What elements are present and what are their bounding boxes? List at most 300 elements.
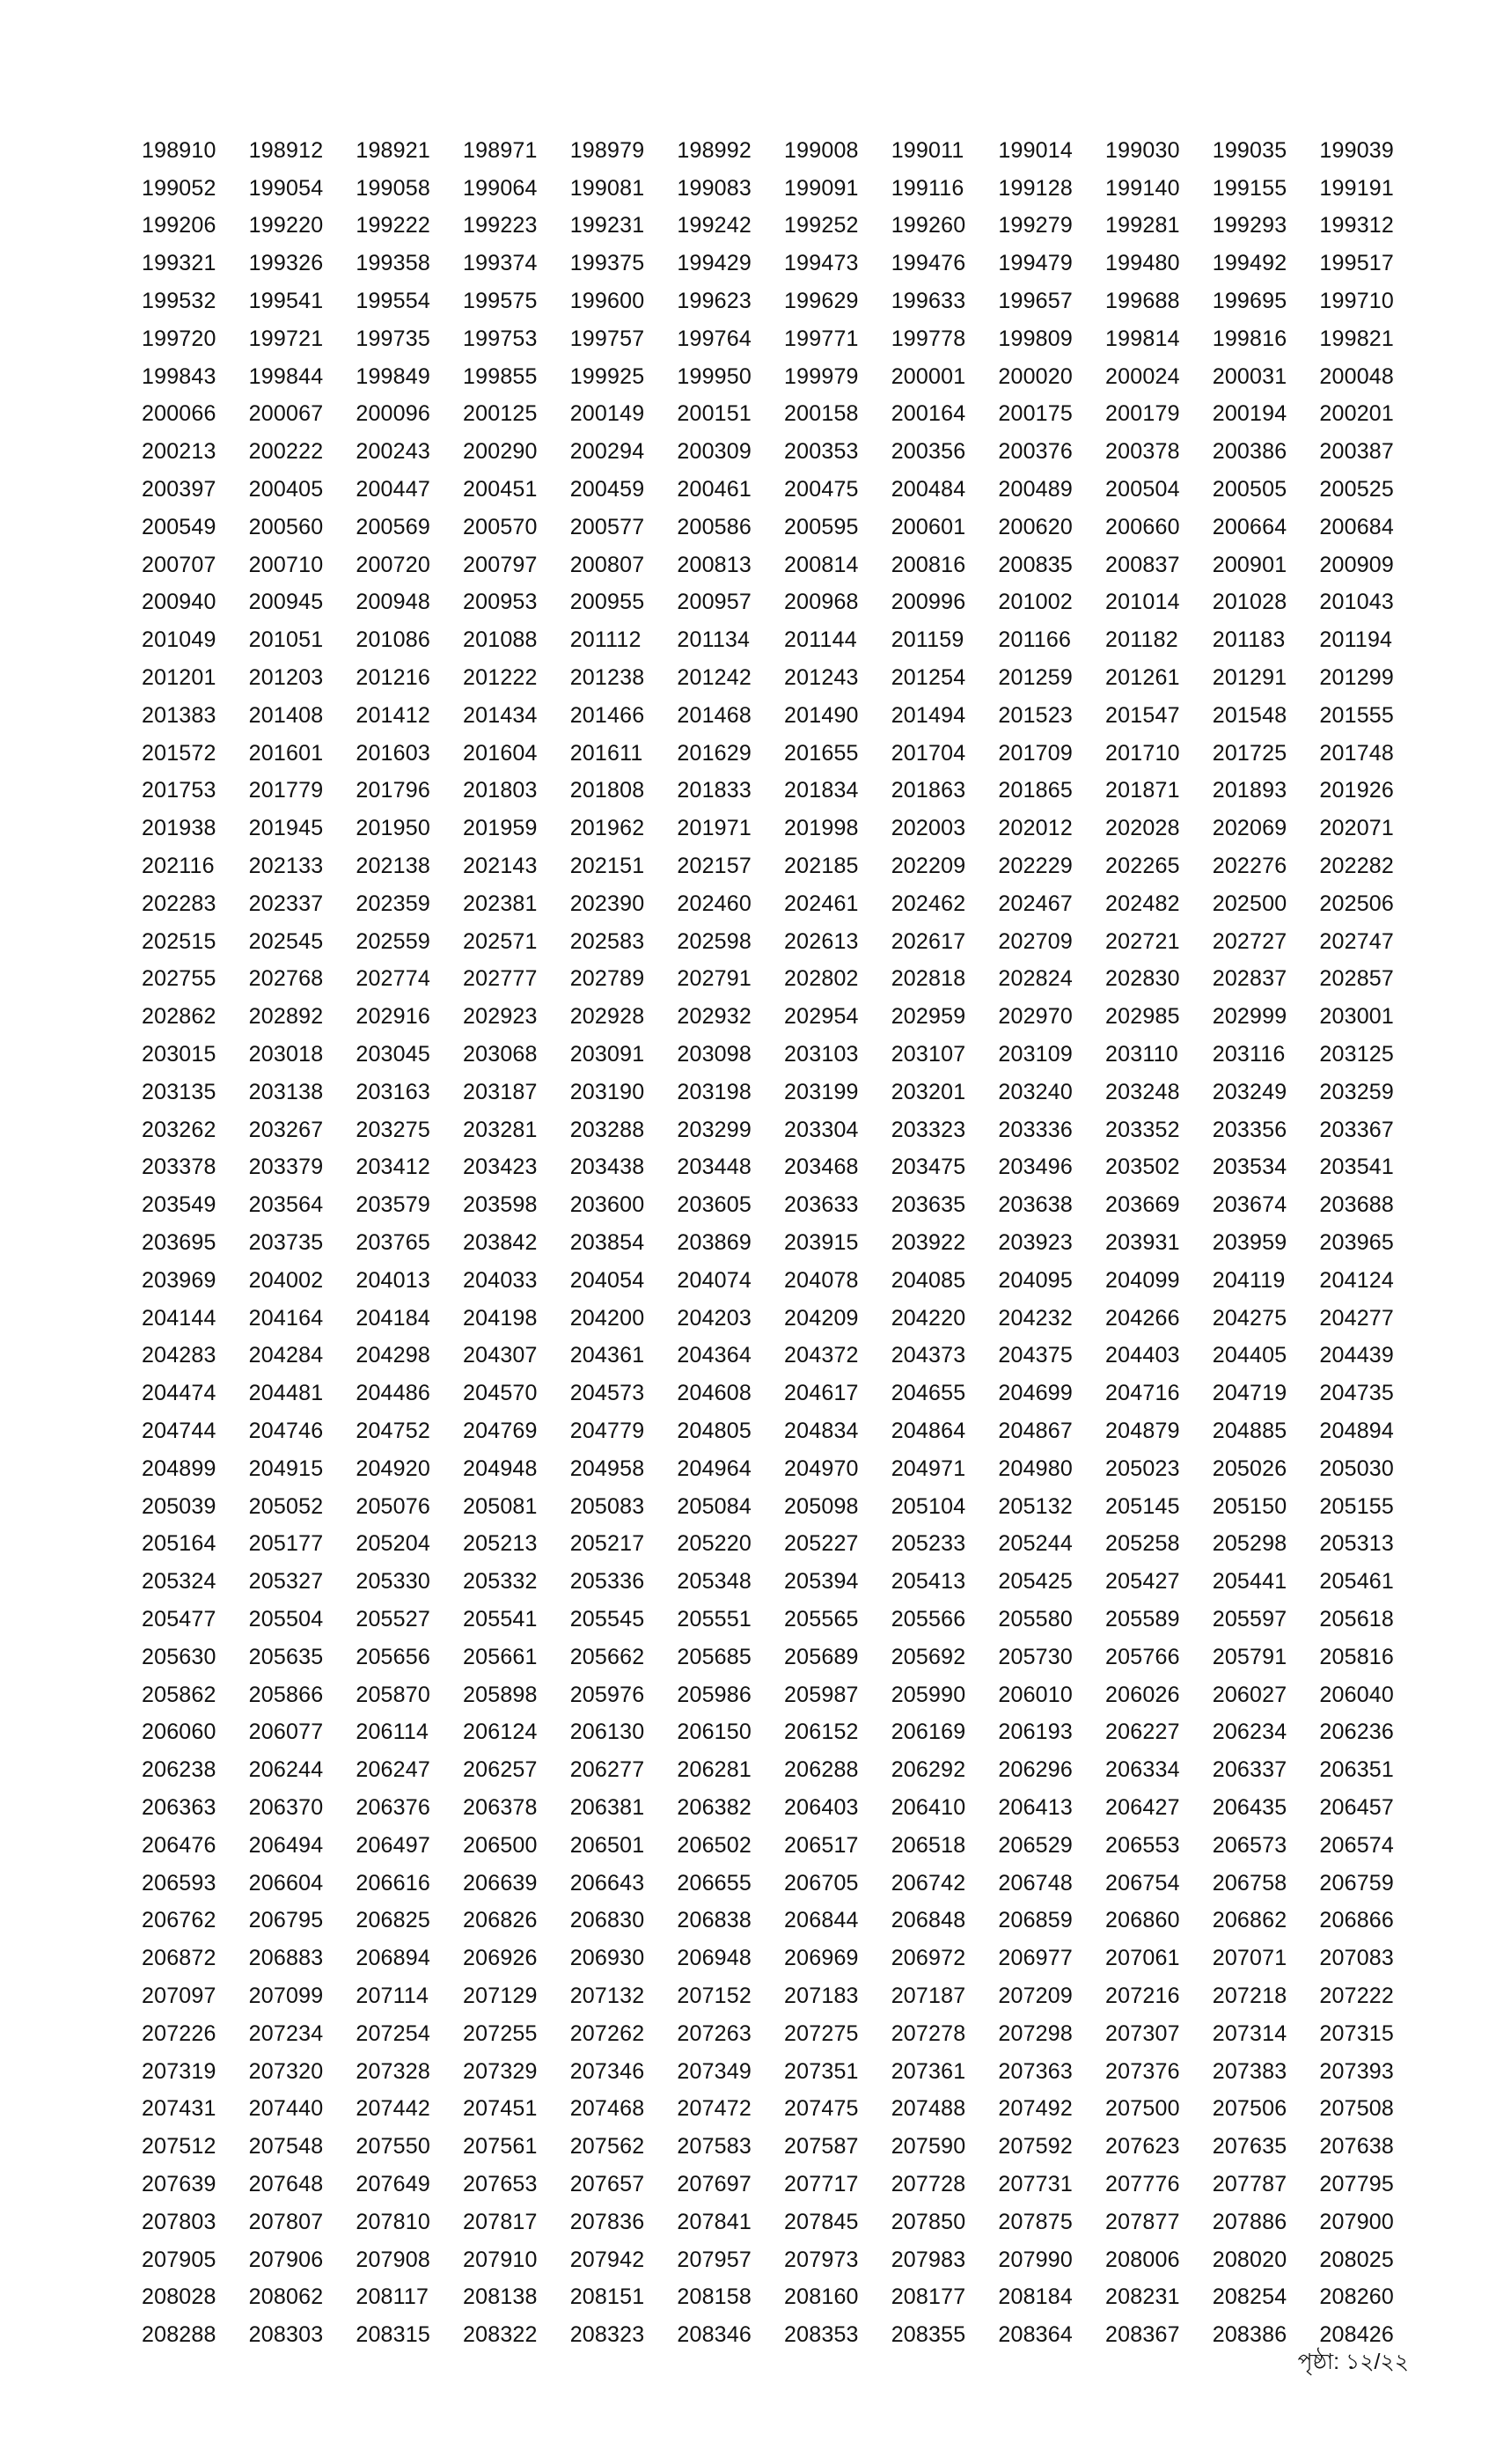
roll-number-cell: 200475: [784, 477, 859, 502]
roll-number-cell: 203352: [1105, 1117, 1180, 1142]
roll-number-cell: 201710: [1105, 740, 1180, 766]
roll-number-cell: 199720: [142, 326, 216, 351]
roll-number-cell: 201049: [142, 627, 216, 653]
roll-number-cell: 203015: [142, 1042, 216, 1067]
roll-number-cell: 201803: [463, 778, 538, 803]
roll-number-cell: 199541: [248, 289, 324, 314]
roll-number-cell: 202777: [463, 966, 538, 992]
roll-number-cell: 199058: [356, 175, 430, 201]
roll-number-cell: 200175: [998, 401, 1073, 427]
roll-number-cell: 200447: [356, 477, 430, 502]
roll-number-cell: 206883: [248, 1946, 324, 1971]
roll-number-cell: 208062: [248, 2284, 324, 2310]
roll-number-cell: 207886: [1212, 2209, 1287, 2234]
roll-number-cell: 200816: [891, 552, 966, 577]
grid-row: [142, 396, 1426, 434]
roll-number-cell: 200151: [677, 401, 752, 427]
roll-number-cell: 205394: [784, 1569, 859, 1595]
roll-number-cell: 206337: [1212, 1757, 1287, 1783]
grid-row: [142, 1977, 1426, 2015]
roll-number-cell: 206257: [463, 1757, 538, 1783]
roll-number-cell: 202012: [998, 816, 1073, 841]
roll-number-cell: 200577: [569, 514, 645, 539]
roll-number-cell: 204232: [998, 1305, 1073, 1331]
roll-number-cell: 202157: [677, 854, 752, 879]
roll-number-cell: 202999: [1212, 1004, 1287, 1030]
roll-number-cell: 204980: [998, 1456, 1073, 1481]
roll-number-cell: 205104: [891, 1493, 966, 1519]
roll-number-cell: 201547: [1105, 702, 1180, 728]
roll-number-cell: 205862: [142, 1682, 216, 1707]
roll-number-cell: 207973: [784, 2247, 859, 2272]
roll-number-cell: 204099: [1105, 1267, 1180, 1293]
roll-number-cell: 205313: [1319, 1531, 1395, 1557]
roll-number-cell: 201254: [891, 665, 966, 691]
roll-number-cell: 206288: [784, 1757, 859, 1783]
roll-number-cell: 204405: [1212, 1343, 1287, 1368]
roll-number-cell: 201222: [463, 665, 538, 691]
roll-number-cell: 204164: [248, 1305, 324, 1331]
roll-number-cell: 204266: [1105, 1305, 1180, 1331]
roll-number-cell: 201945: [248, 816, 324, 841]
roll-number-cell: 199223: [463, 213, 538, 238]
roll-number-cell: 203598: [463, 1192, 538, 1218]
roll-number-cell: 205730: [998, 1644, 1073, 1669]
roll-number-cell: 205244: [998, 1531, 1073, 1557]
roll-number-cell: 199429: [677, 251, 752, 276]
roll-number-cell: 202381: [463, 891, 538, 916]
roll-number-cell: 199375: [569, 251, 645, 276]
roll-number-cell: 202747: [1319, 928, 1395, 954]
roll-number-cell: 202337: [248, 891, 324, 916]
roll-number-cell: 200664: [1212, 514, 1287, 539]
roll-number-cell: 203045: [356, 1042, 430, 1067]
roll-number-cell: 200957: [677, 590, 752, 615]
roll-number-cell: 199575: [463, 289, 538, 314]
roll-number-cell: 205076: [356, 1493, 430, 1519]
roll-number-cell: 206859: [998, 1908, 1073, 1933]
roll-number-cell: 201725: [1212, 740, 1287, 766]
roll-number-cell: 199473: [784, 251, 859, 276]
roll-number-cell: 202003: [891, 816, 966, 841]
roll-number-cell: 206759: [1319, 1870, 1395, 1896]
roll-number-cell: 207990: [998, 2247, 1073, 2272]
roll-number-cell: 201604: [463, 740, 538, 766]
roll-number-cell: 200048: [1319, 363, 1395, 389]
roll-number-cell: 207875: [998, 2209, 1073, 2234]
roll-number-cell: 202143: [463, 854, 538, 879]
roll-number-cell: 203275: [356, 1117, 430, 1142]
roll-number-cell: 200707: [142, 552, 216, 577]
roll-number-cell: 202916: [356, 1004, 430, 1030]
roll-number-cell: 200164: [891, 401, 966, 427]
roll-number-cell: 201611: [569, 740, 643, 766]
roll-number-cell: 199778: [891, 326, 966, 351]
roll-number-cell: 201243: [784, 665, 859, 691]
roll-number-cell: 199532: [142, 289, 216, 314]
roll-number-cell: 201572: [142, 740, 216, 766]
roll-number-cell: 207583: [677, 2134, 752, 2160]
roll-number-cell: 201555: [1319, 702, 1395, 728]
roll-number-cell: 199688: [1105, 289, 1180, 314]
roll-number-cell: 206742: [891, 1870, 966, 1896]
roll-number-cell: 200243: [356, 439, 430, 465]
roll-number-cell: 207623: [1105, 2134, 1180, 2160]
roll-number-cell: 199814: [1105, 326, 1180, 351]
roll-number-cell: 206114: [356, 1720, 429, 1745]
roll-number-cell: 205541: [463, 1606, 538, 1632]
roll-number-cell: 199554: [356, 289, 430, 314]
roll-number-cell: 201779: [248, 778, 324, 803]
roll-number-cell: 207587: [784, 2134, 859, 2160]
roll-number-cell: 205461: [1319, 1569, 1395, 1595]
roll-number-cell: 205597: [1212, 1606, 1287, 1632]
roll-number-cell: 203423: [463, 1155, 538, 1180]
roll-number-cell: 205692: [891, 1644, 966, 1669]
roll-number-cell: 199030: [1105, 137, 1180, 163]
roll-number-cell: 199293: [1212, 213, 1287, 238]
grid-row: [142, 1338, 1426, 1375]
roll-number-cell: 200158: [784, 401, 859, 427]
roll-number-cell: 202209: [891, 854, 966, 879]
roll-number-cell: 206517: [784, 1832, 859, 1858]
roll-number-cell: 203688: [1319, 1192, 1395, 1218]
roll-number-cell: 206574: [1319, 1832, 1395, 1858]
roll-number-cell: 199128: [998, 175, 1073, 201]
roll-number-cell: 204920: [356, 1456, 430, 1481]
roll-number-cell: 208117: [356, 2284, 429, 2310]
roll-number-cell: 203605: [677, 1192, 752, 1218]
grid-row: [142, 1940, 1426, 1977]
roll-number-cell: 199281: [1105, 213, 1180, 238]
roll-number-cell: 201002: [998, 590, 1073, 615]
roll-number-cell: 202500: [1212, 891, 1287, 916]
roll-number-cell: 200067: [248, 401, 324, 427]
roll-number-cell: 207320: [248, 2058, 324, 2084]
roll-number-cell: 206247: [356, 1757, 430, 1783]
roll-number-cell: 204864: [891, 1418, 966, 1443]
roll-number-cell: 206604: [248, 1870, 324, 1896]
roll-number-cell: 208138: [463, 2284, 538, 2310]
grid-row: [142, 2090, 1426, 2128]
grid-row: [142, 245, 1426, 282]
roll-number-cell: 200459: [569, 477, 645, 502]
roll-number-cell: 203600: [569, 1192, 645, 1218]
roll-number-cell: 207187: [891, 1983, 966, 2008]
roll-number-cell: 207234: [248, 2020, 324, 2046]
roll-number-cell: 203135: [142, 1079, 216, 1104]
roll-number-cell: 204752: [356, 1418, 430, 1443]
roll-number-cell: 201291: [1212, 665, 1287, 691]
roll-number-cell: 206281: [677, 1757, 752, 1783]
roll-number-cell: 199816: [1212, 326, 1287, 351]
roll-number-cell: 203496: [998, 1155, 1073, 1180]
roll-number-cell: 207506: [1212, 2096, 1287, 2122]
roll-number-cell: 206758: [1212, 1870, 1287, 1896]
roll-number-cell: 204879: [1105, 1418, 1180, 1443]
roll-number-cell: 207795: [1319, 2171, 1395, 2196]
roll-number-cell: 207440: [248, 2096, 324, 2122]
roll-number-cell: 199950: [677, 363, 752, 389]
roll-number-cell: 202116: [142, 854, 215, 879]
roll-number-cell: 202071: [1319, 816, 1395, 841]
roll-number-cell: 205155: [1319, 1493, 1395, 1519]
grid-row: [142, 659, 1426, 697]
roll-number-cell: 201238: [569, 665, 645, 691]
roll-number-cell: 206150: [677, 1720, 752, 1745]
roll-number-cell: 201412: [356, 702, 430, 728]
grid-row: [142, 621, 1426, 659]
roll-number-cell: 202617: [891, 928, 966, 954]
roll-number-cell: 200945: [248, 590, 324, 615]
roll-number-cell: 203248: [1105, 1079, 1180, 1104]
roll-number-cell: 200955: [569, 590, 645, 615]
roll-number-cell: 203336: [998, 1117, 1073, 1142]
roll-number-cell: 203915: [784, 1230, 859, 1255]
roll-number-cell: 208151: [569, 2284, 645, 2310]
roll-number-cell: 206457: [1319, 1794, 1395, 1820]
roll-number-cell: 204200: [569, 1305, 645, 1331]
roll-number-cell: 201166: [998, 627, 1072, 653]
roll-number-cell: 202721: [1105, 928, 1180, 954]
roll-number-cell: 205866: [248, 1682, 324, 1707]
roll-number-cell: 200066: [142, 401, 216, 427]
grid-row: [142, 546, 1426, 584]
roll-number-cell: 199735: [356, 326, 430, 351]
roll-number-cell: 203923: [998, 1230, 1073, 1255]
roll-number-cell: 199260: [891, 213, 966, 238]
roll-number-cell: 201871: [1105, 778, 1180, 803]
roll-number-cell: 207983: [891, 2247, 966, 2272]
roll-number-cell: 203412: [356, 1155, 430, 1180]
roll-number-cell: 205220: [677, 1531, 752, 1557]
roll-number-cell: 205551: [677, 1606, 752, 1632]
roll-number-cell: 198912: [248, 137, 324, 163]
roll-number-cell: 201112: [569, 627, 642, 653]
roll-number-cell: 206476: [142, 1832, 216, 1858]
roll-number-cell: 199312: [1319, 213, 1395, 238]
roll-number-cell: 202462: [891, 891, 966, 916]
roll-number-cell: 200222: [248, 439, 324, 465]
roll-number-cell: 203931: [1105, 1230, 1180, 1255]
roll-number-cell: 205336: [569, 1569, 645, 1595]
roll-number-cell: 207222: [1319, 1983, 1395, 2008]
roll-number-cell: 203098: [677, 1042, 752, 1067]
roll-number-cell: 204298: [356, 1343, 430, 1368]
roll-number-cell: 203854: [569, 1230, 645, 1255]
roll-number-cell: 199064: [463, 175, 538, 201]
roll-number-cell: 199252: [784, 213, 859, 238]
roll-number-cell: 201259: [998, 665, 1073, 691]
roll-number-cell: 201629: [677, 740, 752, 766]
roll-number-cell: 205164: [142, 1531, 216, 1557]
roll-number-cell: 206124: [463, 1720, 538, 1745]
roll-number-cell: 204277: [1319, 1305, 1395, 1331]
roll-number-cell: 206435: [1212, 1794, 1287, 1820]
grid-row: [142, 961, 1426, 999]
roll-number-cell: 207099: [248, 1983, 324, 2008]
roll-number-cell: 202460: [677, 891, 752, 916]
roll-number-cell: 202028: [1105, 816, 1180, 841]
roll-number-cell: 201709: [998, 740, 1073, 766]
roll-number-cell: 205425: [998, 1569, 1073, 1595]
roll-number-cell: 207328: [356, 2058, 430, 2084]
roll-number-cell: 202133: [248, 854, 324, 879]
roll-number-cell: 207810: [356, 2209, 430, 2234]
roll-number-cell: 203635: [891, 1192, 966, 1218]
roll-number-cell: 207298: [998, 2020, 1073, 2046]
roll-number-cell: 207278: [891, 2020, 966, 2046]
roll-number-cell: 200290: [463, 439, 538, 465]
roll-number-cell: 206860: [1105, 1908, 1180, 1933]
roll-number-cell: 204284: [248, 1343, 324, 1368]
roll-number-cell: 206244: [248, 1757, 324, 1783]
roll-number-cell: 207957: [677, 2247, 752, 2272]
roll-number-cell: 204085: [891, 1267, 966, 1293]
roll-number-cell: 201051: [248, 627, 324, 653]
roll-number-cell: 206296: [998, 1757, 1073, 1783]
roll-number-cell: 203281: [463, 1117, 538, 1142]
grid-row: [142, 1262, 1426, 1300]
roll-number-cell: 200405: [248, 477, 324, 502]
roll-number-cell: 206830: [569, 1908, 645, 1933]
roll-number-cell: 204915: [248, 1456, 324, 1481]
roll-number-cell: 205298: [1212, 1531, 1287, 1557]
roll-number-cell: 208386: [1212, 2322, 1287, 2348]
roll-number-cell: 202229: [998, 854, 1073, 879]
roll-number-cell: 201159: [891, 627, 964, 653]
roll-number-cell: 206894: [356, 1946, 430, 1971]
roll-number-cell: 203356: [1212, 1117, 1287, 1142]
roll-number-cell: 208346: [677, 2322, 752, 2348]
roll-number-cell: 207183: [784, 1983, 859, 2008]
roll-number-cell: 206130: [569, 1720, 645, 1745]
roll-number-cell: 205324: [142, 1569, 216, 1595]
roll-number-cell: 204373: [891, 1343, 966, 1368]
roll-number-cell: 206351: [1319, 1757, 1395, 1783]
roll-number-cell: 205635: [248, 1644, 324, 1669]
roll-number-cell: 203107: [891, 1042, 966, 1067]
roll-number-cell: 208158: [677, 2284, 752, 2310]
roll-number-cell: 204074: [677, 1267, 752, 1293]
roll-number-cell: 207152: [677, 1983, 752, 2008]
roll-number-cell: 206227: [1105, 1720, 1180, 1745]
grid-row: [142, 1563, 1426, 1601]
roll-number-cell: 199809: [998, 326, 1073, 351]
roll-number-cell: 200968: [784, 590, 859, 615]
grid-row: [142, 282, 1426, 320]
roll-number-cell: 204095: [998, 1267, 1073, 1293]
roll-number-cell: 200525: [1319, 477, 1395, 502]
roll-number-cell: 204220: [891, 1305, 966, 1331]
roll-number-cell: 207787: [1212, 2171, 1287, 2196]
roll-number-cell: 207836: [569, 2209, 645, 2234]
roll-number-cell: 207083: [1319, 1946, 1395, 1971]
roll-number-cell: 204719: [1212, 1381, 1287, 1406]
roll-number-cell: 206193: [998, 1720, 1073, 1745]
roll-number-cell: 205477: [142, 1606, 216, 1632]
roll-number-cell: 200020: [998, 363, 1073, 389]
grid-row: [142, 923, 1426, 961]
roll-number-cell: 204203: [677, 1305, 752, 1331]
roll-number-cell: 200814: [784, 552, 859, 577]
roll-number-cell: 207648: [248, 2171, 324, 2196]
roll-number-cell: 206825: [356, 1908, 430, 1933]
grid-row: [142, 1789, 1426, 1827]
roll-number-cell: 206848: [891, 1908, 966, 1933]
roll-number-cell: 200356: [891, 439, 966, 465]
roll-number-cell: 200024: [1105, 363, 1180, 389]
roll-number-cell: 204078: [784, 1267, 859, 1293]
roll-number-cell: 205685: [677, 1644, 752, 1669]
roll-number-cell: 208025: [1319, 2247, 1395, 2272]
roll-number-cell: 203633: [784, 1192, 859, 1218]
roll-number-cell: 205689: [784, 1644, 859, 1669]
roll-number-cell: 201086: [356, 627, 430, 653]
roll-number-cell: 204699: [998, 1381, 1073, 1406]
roll-number-cell: 204364: [677, 1343, 752, 1368]
roll-number-cell: 201748: [1319, 740, 1395, 766]
roll-number-cell: 203695: [142, 1230, 216, 1255]
roll-number-cell: 200996: [891, 590, 966, 615]
roll-number-cell: 206655: [677, 1870, 752, 1896]
roll-number-cell: 200353: [784, 439, 859, 465]
roll-number-cell: 199039: [1319, 137, 1395, 163]
roll-number-cell: 207900: [1319, 2209, 1395, 2234]
roll-number-cell: 207817: [463, 2209, 538, 2234]
roll-number-cell: 201548: [1212, 702, 1287, 728]
roll-number-cell: 205084: [677, 1493, 752, 1519]
roll-number-cell: 207908: [356, 2247, 430, 2272]
roll-number-cell: 198992: [677, 137, 752, 163]
roll-number-cell: 208260: [1319, 2284, 1395, 2310]
roll-number-cell: 203541: [1319, 1155, 1395, 1180]
roll-number-cell: 203965: [1319, 1230, 1395, 1255]
roll-number-cell: 208177: [891, 2284, 966, 2310]
roll-number-cell: 207315: [1319, 2020, 1395, 2046]
roll-number-cell: 202802: [784, 966, 859, 992]
roll-number-cell: 207307: [1105, 2020, 1180, 2046]
roll-number-cell: 203969: [142, 1267, 216, 1293]
roll-number-cell: 199849: [356, 363, 430, 389]
roll-number-cell: 203001: [1319, 1004, 1395, 1030]
roll-number-cell: 203299: [677, 1117, 752, 1142]
roll-number-cell: 205330: [356, 1569, 430, 1595]
roll-number-cell: 207776: [1105, 2171, 1180, 2196]
roll-number-cell: 201863: [891, 778, 966, 803]
roll-number-cell: 206593: [142, 1870, 216, 1896]
roll-number-cell: 207639: [142, 2171, 216, 2196]
grid-row: [142, 2316, 1426, 2354]
roll-number-cell: 200378: [1105, 439, 1180, 465]
grid-row: [142, 132, 1426, 170]
roll-number-cell: 203262: [142, 1117, 216, 1142]
roll-number-cell: 205527: [356, 1606, 430, 1632]
roll-number-cell: 207254: [356, 2020, 430, 2046]
roll-number-cell: 204964: [677, 1456, 752, 1481]
roll-number-cell: 200001: [891, 363, 966, 389]
roll-number-cell: 206643: [569, 1870, 645, 1896]
roll-number-cell: 206826: [463, 1908, 538, 1933]
roll-number-cell: 208020: [1212, 2247, 1287, 2272]
roll-number-cell: 200484: [891, 477, 966, 502]
roll-number-cell: 204002: [248, 1267, 324, 1293]
roll-number-cell: 201383: [142, 702, 216, 728]
roll-number-cell: 205662: [569, 1644, 645, 1669]
roll-number-cell: 200504: [1105, 477, 1180, 502]
roll-number-cell: 205565: [784, 1606, 859, 1632]
roll-number-cell: 205348: [677, 1569, 752, 1595]
